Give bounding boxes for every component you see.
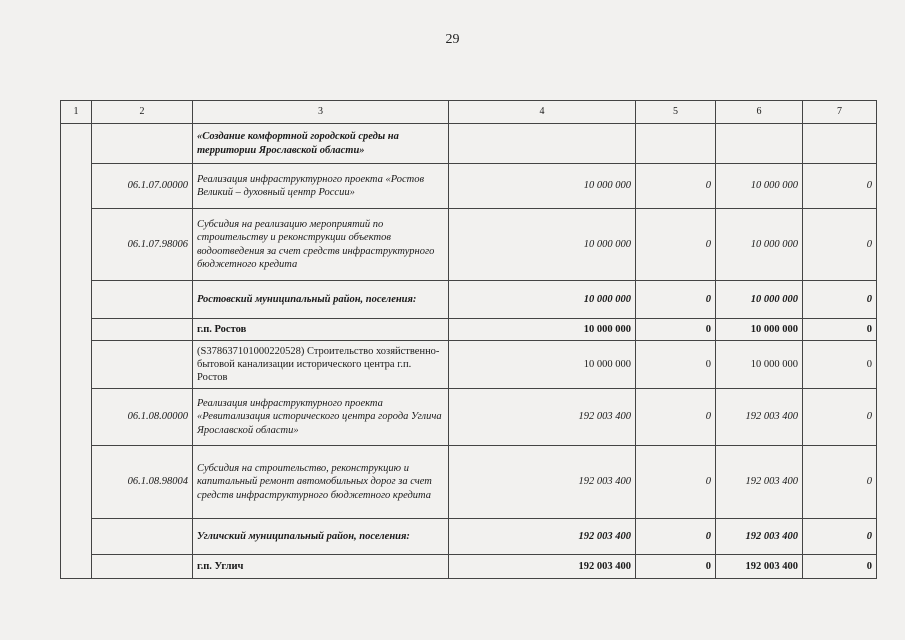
name-cell: Реализация инфраструктурного проекта «Ростов Великий – духовный центр России» <box>193 164 449 209</box>
value-cell: 10 000 000 <box>716 281 803 319</box>
value-cell: 10 000 000 <box>449 319 636 341</box>
table-row <box>61 124 877 164</box>
value-cell: 0 <box>803 281 877 319</box>
code-cell <box>92 555 193 579</box>
value-cell: 10 000 000 <box>449 281 636 319</box>
code-cell: 06.1.08.00000 <box>92 389 193 446</box>
name-cell: «Создание комфортной городской среды на территории Ярославской области» <box>193 124 449 164</box>
value-cell: 0 <box>803 446 877 519</box>
header-col-7: 7 <box>803 101 877 124</box>
value-cell: 10 000 000 <box>716 209 803 281</box>
table-row <box>61 209 877 281</box>
value-cell: 0 <box>803 164 877 209</box>
name-cell: Угличский муниципальный район, поселения: <box>193 519 449 555</box>
value-cell: 192 003 400 <box>716 555 803 579</box>
value-cell: 0 <box>636 164 716 209</box>
value-cell: 0 <box>636 519 716 555</box>
header-col-2: 2 <box>92 101 193 124</box>
code-cell <box>92 341 193 389</box>
value-cell: 10 000 000 <box>716 319 803 341</box>
name-cell: Субсидия на реализацию мероприятий по строительству и реконструкции объектов водоотведения за счет средств инфраструктурного бюджетного кредита <box>193 209 449 281</box>
code-cell <box>92 519 193 555</box>
code-cell <box>92 319 193 341</box>
page-number: 29 <box>445 32 460 47</box>
header-col-3: 3 <box>193 101 449 124</box>
value-cell: 10 000 000 <box>449 341 636 389</box>
table-row <box>61 164 877 209</box>
table-row <box>61 446 877 519</box>
value-cell: 0 <box>803 319 877 341</box>
value-cell: 192 003 400 <box>716 389 803 446</box>
value-cell: 0 <box>636 446 716 519</box>
value-cell: 192 003 400 <box>716 446 803 519</box>
name-cell: г.п. Углич <box>193 555 449 579</box>
code-cell: 06.1.07.98006 <box>92 209 193 281</box>
table-row <box>61 389 877 446</box>
name-cell: Реализация инфраструктурного проекта «Ревитализация исторического центра города Углича Ярославской области» <box>193 389 449 446</box>
table-row <box>61 319 877 341</box>
header-col-4: 4 <box>449 101 636 124</box>
name-cell: Ростовский муниципальный район, поселения: <box>193 281 449 319</box>
name-cell: (S378637101000220528) Строительство хозяйственно-бытовой канализации исторического центра г.п. Ростов <box>193 341 449 389</box>
value-cell <box>716 124 803 164</box>
value-cell: 192 003 400 <box>449 389 636 446</box>
code-cell <box>92 281 193 319</box>
value-cell: 0 <box>803 519 877 555</box>
value-cell: 192 003 400 <box>449 446 636 519</box>
name-cell: Субсидия на строительство, реконструкцию и капитальный ремонт автомобильных дорог за счет средств инфраструктурного бюджетного кредита <box>193 446 449 519</box>
code-cell: 06.1.07.00000 <box>92 164 193 209</box>
table-row <box>61 341 877 389</box>
value-cell: 0 <box>636 341 716 389</box>
header-col-1: 1 <box>61 101 92 124</box>
value-cell: 0 <box>636 389 716 446</box>
value-cell: 10 000 000 <box>716 341 803 389</box>
value-cell: 10 000 000 <box>716 164 803 209</box>
value-cell: 0 <box>803 389 877 446</box>
value-cell: 0 <box>636 319 716 341</box>
value-cell <box>449 124 636 164</box>
value-cell: 0 <box>636 555 716 579</box>
table-row <box>61 281 877 319</box>
name-cell: г.п. Ростов <box>193 319 449 341</box>
value-cell: 10 000 000 <box>449 209 636 281</box>
table-row <box>61 555 877 579</box>
header-col-5: 5 <box>636 101 716 124</box>
value-cell: 0 <box>803 341 877 389</box>
code-cell <box>92 124 193 164</box>
value-cell <box>803 124 877 164</box>
value-cell: 10 000 000 <box>449 164 636 209</box>
value-cell: 0 <box>636 209 716 281</box>
value-cell: 0 <box>636 281 716 319</box>
table-row <box>61 519 877 555</box>
value-cell: 192 003 400 <box>716 519 803 555</box>
value-cell <box>636 124 716 164</box>
budget-table <box>60 100 877 579</box>
code-cell: 06.1.08.98004 <box>92 446 193 519</box>
header-row <box>61 101 877 124</box>
index-cell <box>61 124 92 579</box>
value-cell: 0 <box>803 555 877 579</box>
value-cell: 192 003 400 <box>449 519 636 555</box>
value-cell: 0 <box>803 209 877 281</box>
value-cell: 192 003 400 <box>449 555 636 579</box>
header-col-6: 6 <box>716 101 803 124</box>
